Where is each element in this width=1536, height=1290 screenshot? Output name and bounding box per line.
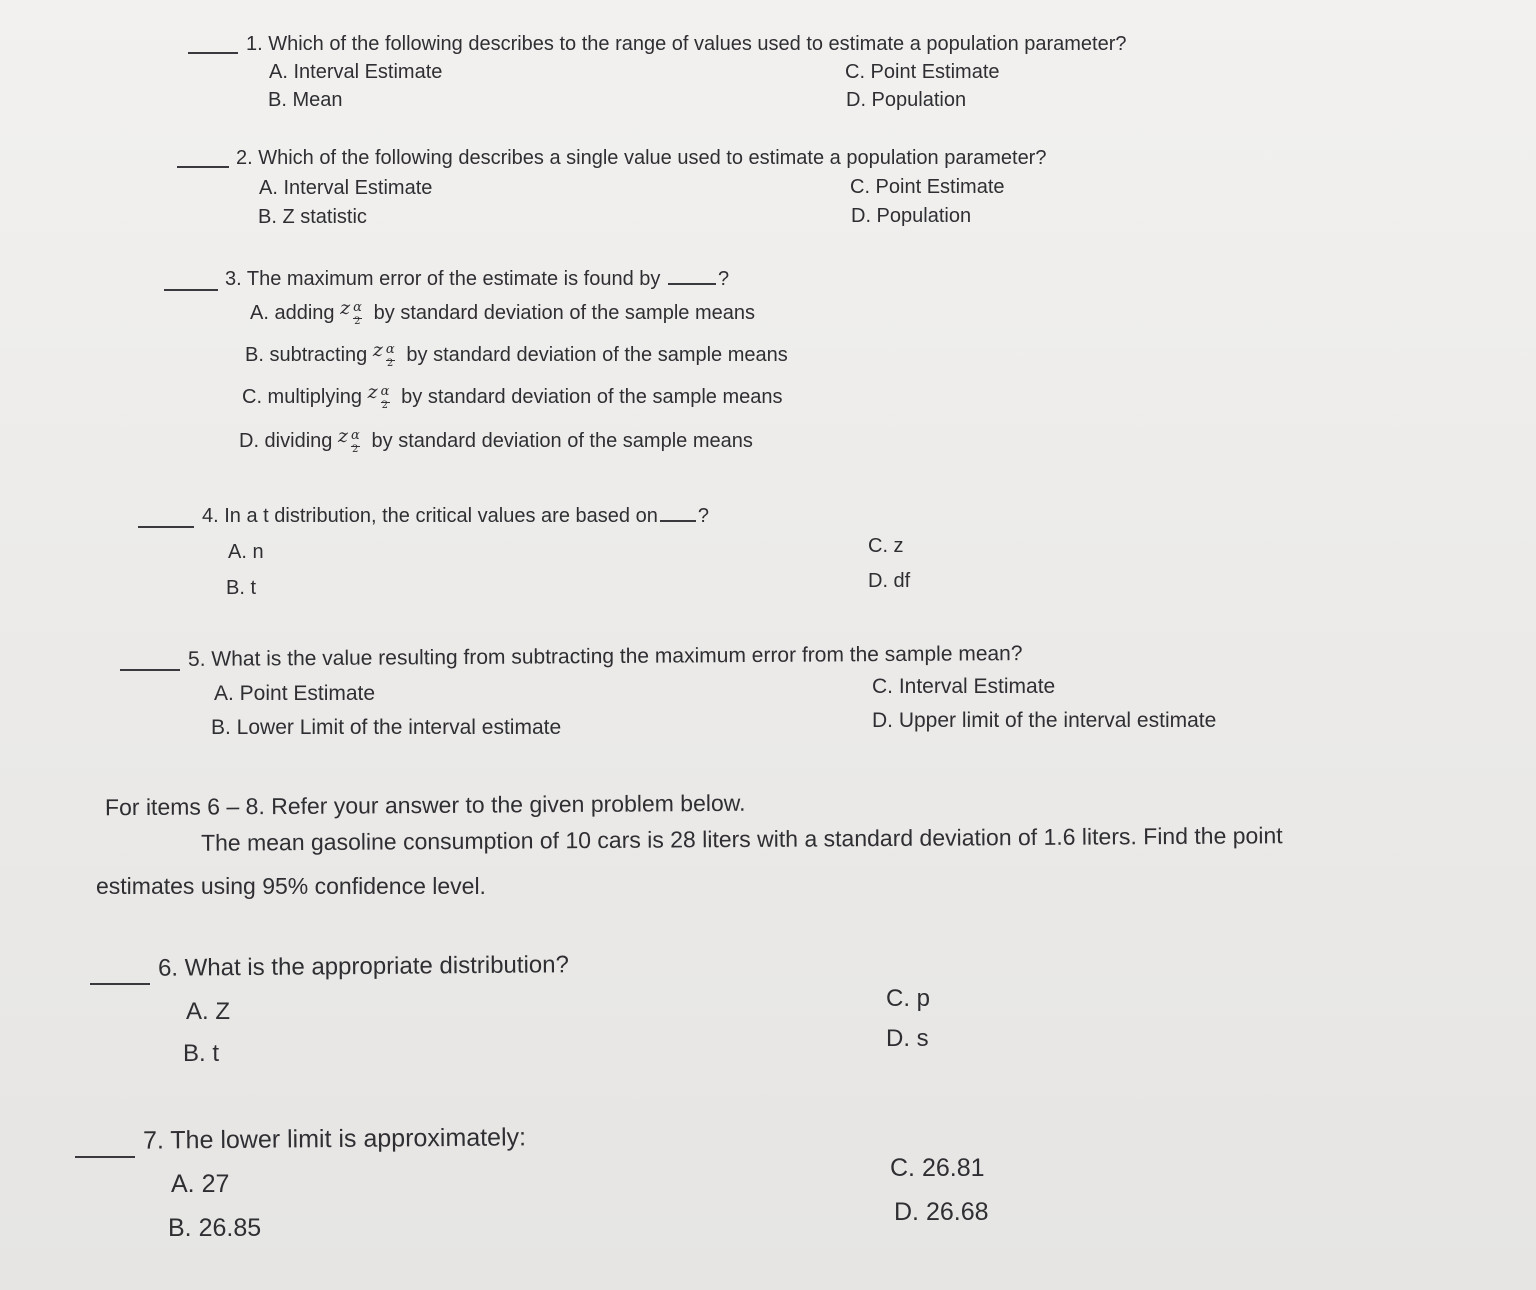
answer-blank-6[interactable] bbox=[90, 983, 150, 985]
question-6-option-d[interactable]: D. s bbox=[886, 1025, 929, 1052]
question-3-text bbox=[225, 268, 729, 291]
question-6-text: 6. What is the appropriate distribution? bbox=[157, 951, 570, 982]
question-4-text bbox=[202, 505, 709, 528]
question-5-option-d[interactable]: D. Upper limit of the interval estimate bbox=[872, 709, 1217, 732]
question-5-option-a[interactable]: A. Point Estimate bbox=[214, 682, 376, 705]
problem-line-2: estimates using 95% confidence level. bbox=[96, 873, 486, 899]
question-7-option-d[interactable]: D. 26.68 bbox=[894, 1198, 989, 1226]
question-4-option-d[interactable]: D. df bbox=[868, 570, 911, 592]
question-2-text: 2. Which of the following describes a single value used to estimate a population parameter? bbox=[236, 147, 1047, 169]
question-4-option-b[interactable]: B. t bbox=[226, 577, 257, 599]
question-2-option-a[interactable]: A. Interval Estimate bbox=[259, 177, 433, 199]
option-b-suffix: by standard deviation of the sample means bbox=[406, 344, 788, 366]
problem-header: For items 6 – 8. Refer your answer to the given problem below. bbox=[104, 789, 746, 821]
question-6-option-c[interactable]: C. p bbox=[886, 985, 931, 1012]
question-6-option-a[interactable]: A. Z bbox=[186, 998, 231, 1025]
z-alpha-over-2-symbol: z α 2 bbox=[367, 381, 390, 411]
z-alpha-over-2-symbol: z α 2 bbox=[372, 339, 395, 369]
question-2-option-b[interactable]: B. Z statistic bbox=[258, 206, 367, 228]
option-c-prefix: C. multiplying bbox=[242, 386, 363, 408]
question-7-text: 7. The lower limit is approximately: bbox=[142, 1123, 527, 1155]
z-alpha-over-2-symbol: z α 2 bbox=[337, 425, 360, 455]
question-1-option-d[interactable]: D. Population bbox=[846, 89, 967, 111]
question-2-option-d[interactable]: D. Population bbox=[851, 205, 972, 227]
option-a-suffix: by standard deviation of the sample means bbox=[373, 302, 755, 324]
answer-blank-2[interactable] bbox=[177, 166, 229, 168]
question-7-option-a[interactable]: A. 27 bbox=[171, 1170, 230, 1198]
question-2-option-c[interactable]: C. Point Estimate bbox=[850, 176, 1005, 198]
question-4-stem: 4. In a t distribution, the critical values are based on bbox=[202, 505, 658, 527]
question-3-option-c[interactable] bbox=[242, 383, 783, 409]
question-6-option-b[interactable]: B. t bbox=[183, 1040, 220, 1067]
option-d-prefix: D. dividing bbox=[239, 430, 333, 452]
answer-blank-1[interactable] bbox=[188, 52, 238, 54]
question-4-inline-blank[interactable] bbox=[660, 519, 696, 522]
question-7-option-b[interactable]: B. 26.85 bbox=[168, 1214, 262, 1242]
question-3-option-b[interactable] bbox=[245, 341, 788, 367]
question-1-option-c[interactable]: C. Point Estimate bbox=[845, 61, 1000, 83]
z-alpha-over-2-symbol: z α 2 bbox=[340, 297, 362, 327]
option-d-suffix: by standard deviation of the sample means bbox=[371, 430, 753, 452]
question-4-stem-end: ? bbox=[697, 505, 709, 527]
answer-blank-5[interactable] bbox=[120, 669, 180, 671]
question-5-option-b[interactable]: B. Lower Limit of the interval estimate bbox=[211, 716, 562, 739]
question-7-option-c[interactable]: C. 26.81 bbox=[890, 1154, 985, 1182]
question-3-option-a[interactable] bbox=[250, 299, 755, 325]
option-b-prefix: B. subtracting bbox=[245, 344, 368, 366]
option-c-suffix: by standard deviation of the sample means bbox=[401, 386, 783, 408]
question-3-stem-end: ? bbox=[717, 268, 730, 290]
answer-blank-4[interactable] bbox=[138, 526, 194, 528]
question-3-inline-blank[interactable] bbox=[668, 282, 716, 285]
question-5-text: 5. What is the value resulting from subtracting the maximum error from the sample mean? bbox=[187, 642, 1023, 671]
answer-blank-7[interactable] bbox=[75, 1156, 135, 1158]
question-3-stem: 3. The maximum error of the estimate is found by bbox=[225, 268, 661, 290]
question-3-option-d[interactable] bbox=[239, 427, 753, 453]
question-5-option-c[interactable]: C. Interval Estimate bbox=[872, 675, 1056, 698]
answer-blank-3[interactable] bbox=[164, 289, 218, 291]
question-1-text: 1. Which of the following describes to the range of values used to estimate a population parameter? bbox=[246, 33, 1127, 55]
problem-line-1: The mean gasoline consumption of 10 cars is 28 liters with a standard deviation of 1.6 liters. Find the point bbox=[200, 822, 1283, 856]
question-1-option-a[interactable]: A. Interval Estimate bbox=[269, 61, 443, 83]
question-4-option-c[interactable]: C. z bbox=[868, 535, 904, 557]
question-4-option-a[interactable]: A. n bbox=[228, 541, 264, 563]
question-1-option-b[interactable]: B. Mean bbox=[268, 89, 343, 111]
option-a-prefix: A. adding bbox=[250, 302, 335, 324]
